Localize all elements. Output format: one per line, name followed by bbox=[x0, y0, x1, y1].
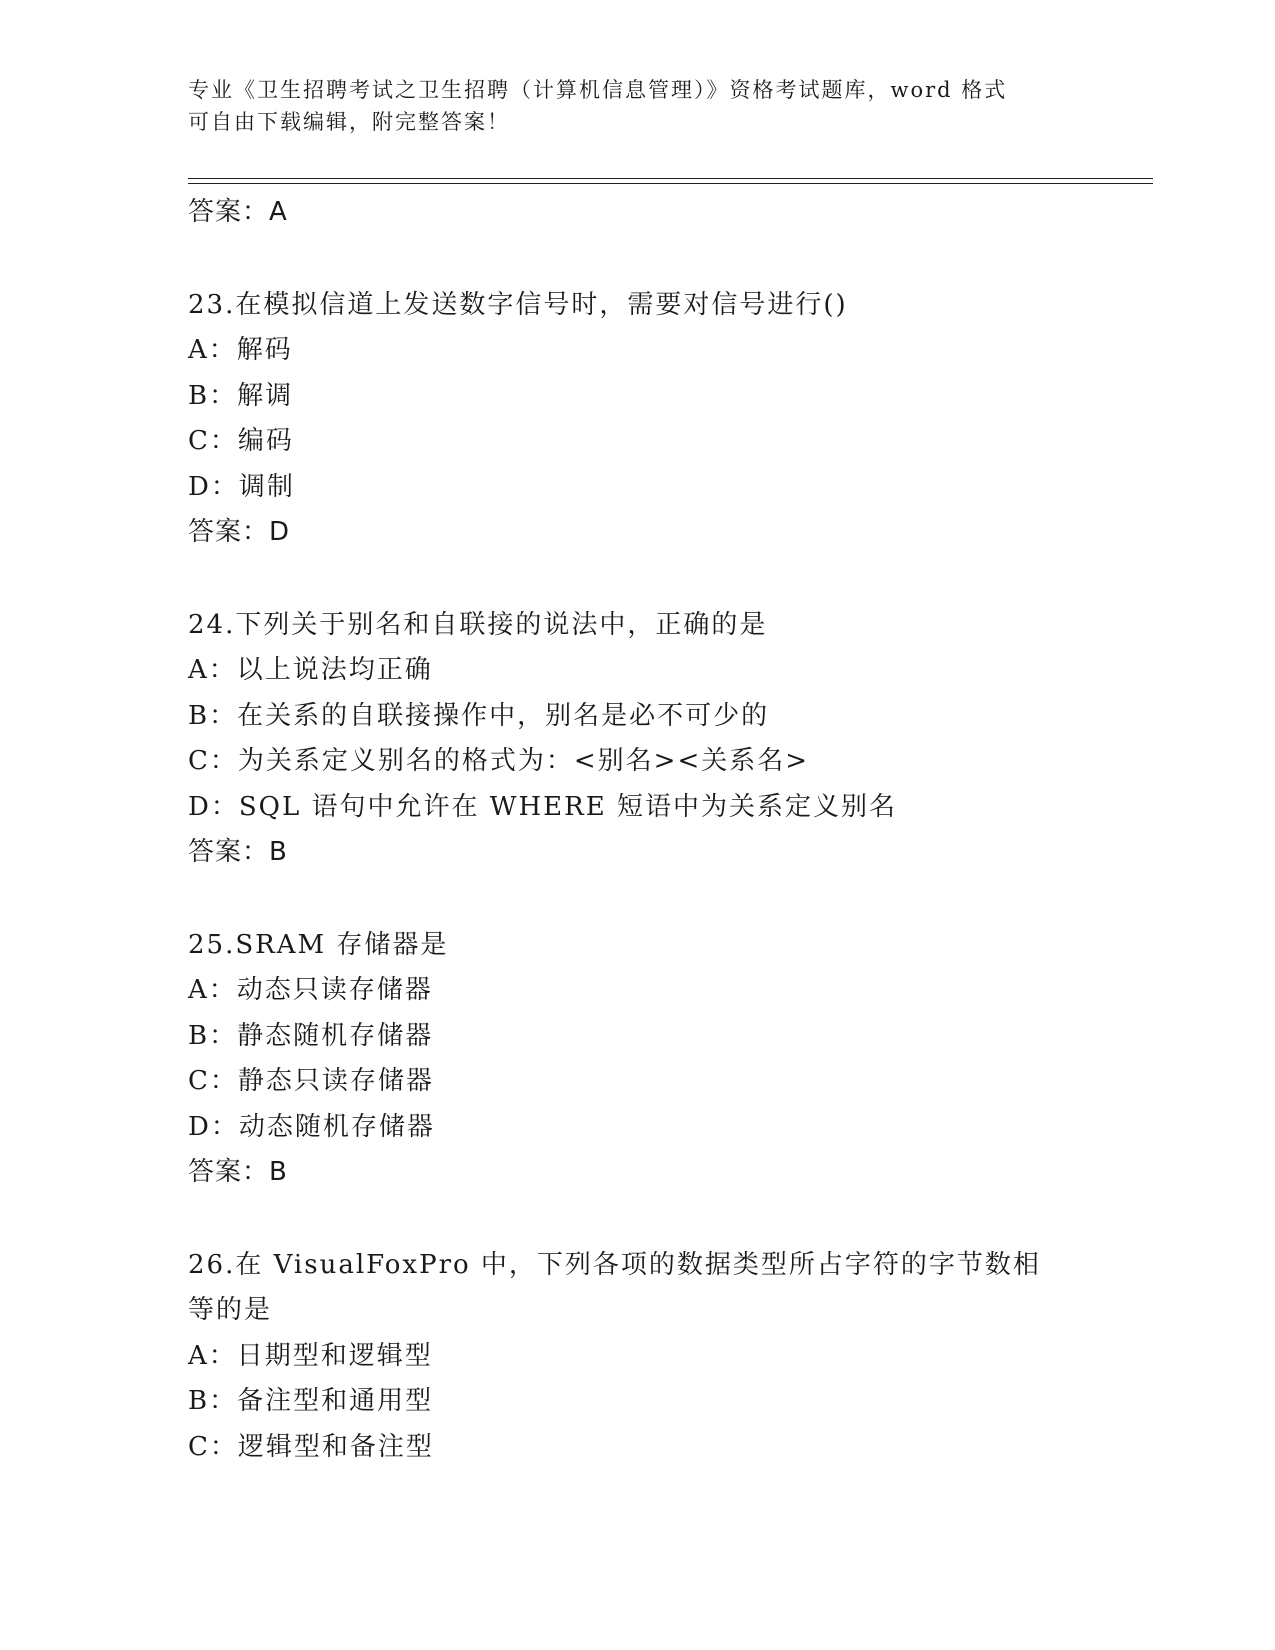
answer-line: 答案：D bbox=[188, 517, 291, 547]
question-block bbox=[188, 283, 1088, 556]
option-c: C：为关系定义别名的格式为：<别名><关系名> bbox=[188, 746, 810, 776]
answer-line: 答案：B bbox=[188, 837, 288, 867]
option-b: B：备注型和通用型 bbox=[188, 1386, 434, 1416]
question-text: 26.在 VisualFoxPro 中，下列各项的数据类型所占字符的字节数相等的是 bbox=[188, 1249, 1041, 1325]
option-d: D：调制 bbox=[188, 471, 295, 502]
question-block bbox=[188, 1243, 1088, 1471]
option-d: D：动态随机存储器 bbox=[188, 1111, 435, 1142]
question-list bbox=[188, 190, 1088, 1470]
question-block bbox=[188, 603, 1088, 876]
option-a: A：动态只读存储器 bbox=[188, 975, 433, 1005]
spacer bbox=[188, 876, 1088, 923]
option-b: B：静态随机存储器 bbox=[188, 1020, 434, 1051]
question-block bbox=[188, 923, 1088, 1196]
option-c: C：编码 bbox=[188, 426, 294, 456]
answer-line: 答案：A bbox=[188, 197, 288, 227]
spacer bbox=[188, 556, 1088, 603]
option-a: A：以上说法均正确 bbox=[188, 655, 433, 685]
option-a: A：日期型和逻辑型 bbox=[188, 1340, 433, 1371]
option-c: C：静态只读存储器 bbox=[188, 1066, 434, 1096]
question-text: 24.下列关于别名和自联接的说法中，正确的是 bbox=[188, 609, 768, 640]
option-b: B：解调 bbox=[188, 380, 294, 411]
question-text: 25.SRAM 存储器是 bbox=[188, 929, 449, 960]
header-line-1: 专业《卫生招聘考试之卫生招聘（计算机信息管理）》资格考试题库，word 格式 bbox=[188, 78, 1008, 102]
answer-line: 答案：B bbox=[188, 1157, 288, 1187]
question-text: 23.在模拟信道上发送数字信号时，需要对信号进行() bbox=[188, 289, 848, 320]
spacer bbox=[188, 236, 1088, 283]
header-divider-bottom bbox=[188, 183, 1153, 184]
option-d: D：SQL 语句中允许在 WHERE 短语中为关系定义别名 bbox=[188, 791, 897, 822]
header-divider-top bbox=[188, 178, 1153, 179]
option-c: C：逻辑型和备注型 bbox=[188, 1431, 434, 1462]
option-a: A：解码 bbox=[188, 335, 293, 365]
option-b: B：在关系的自联接操作中，别名是必不可少的 bbox=[188, 700, 770, 731]
document-header bbox=[188, 74, 1068, 138]
spacer bbox=[188, 1196, 1088, 1243]
header-line-2: 可自由下载编辑，附完整答案！ bbox=[188, 110, 510, 134]
